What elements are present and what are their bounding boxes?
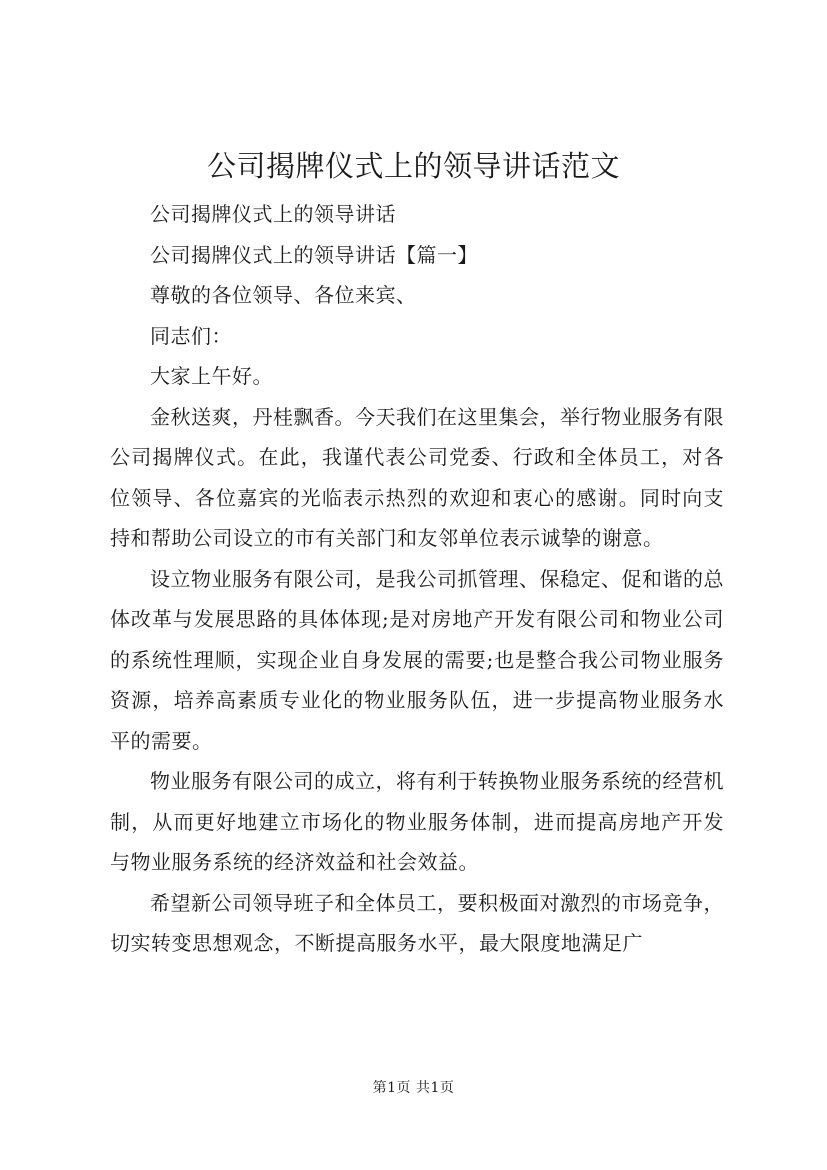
paragraph-body: 金秋送爽，丹桂飘香。今天我们在这里集会，举行物业服务有限公司揭牌仪式。在此，我谨代表公司党委、行政和全体员工，对各位领导、各位嘉宾的光临表示热烈的欢迎和衷心的感谢。同时向支持和帮助公司设立的市有关部门和友邻单位表示诚挚的谢意。 <box>110 404 724 550</box>
document-title: 公司揭牌仪式上的领导讲话范文 <box>206 149 620 183</box>
document-body <box>110 194 724 964</box>
page-footer: 第1页 共1页 <box>372 1080 455 1096</box>
paragraph-subtitle: 公司揭牌仪式上的领导讲话 <box>150 202 396 226</box>
paragraph-section-heading: 公司揭牌仪式上的领导讲话【篇一】 <box>150 242 478 267</box>
paragraph-greeting: 大家上午好。 <box>150 364 273 388</box>
paragraph-salutation: 尊敬的各位领导、各位来宾、 <box>150 283 417 307</box>
paragraph-body: 希望新公司领导班子和全体员工，要积极面对激烈的市场竞争，切实转变思想观念，不断提高服务水平，最大限度地满足广 <box>110 890 724 955</box>
paragraph-salutation-cont: 同志们： <box>150 323 232 348</box>
paragraph-body: 设立物业服务有限公司，是我公司抓管理、保稳定、促和谐的总体改革与发展思路的具体体现;是对房地产开发有限公司和物业公司的系统性理顺，实现企业自身发展的需要;也是整合我公司物业服务资源，培养高素质专业化的物业服务队伍，进一步提高物业服务水平的需要。 <box>110 566 724 753</box>
paragraph-body: 物业服务有限公司的成立，将有利于转换物业服务系统的经营机制，从而更好地建立市场化的物业服务体制，进而提高房地产开发与物业服务系统的经济效益和社会效益。 <box>110 769 724 874</box>
